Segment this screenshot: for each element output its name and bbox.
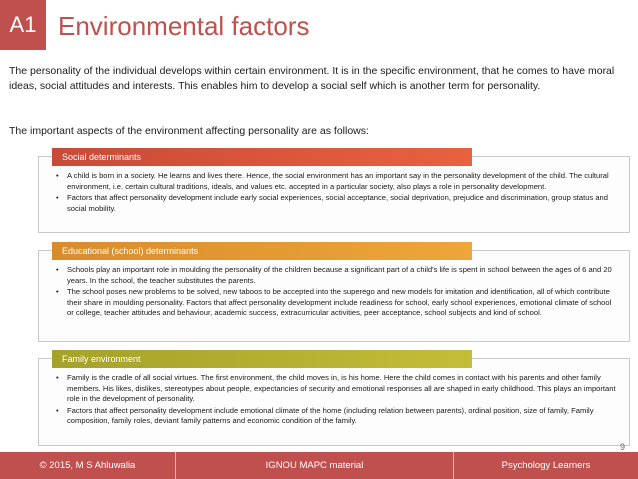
footer-bar [0, 452, 638, 479]
intro-lead-in: The important aspects of the environment affecting personality are as follows: [9, 125, 369, 137]
family-environment-tab [52, 350, 472, 368]
section-label: Educational (school) determinants [62, 246, 199, 256]
family-environment-list [39, 359, 629, 427]
list-item: • A child is born in a society. He learns and lives there. Hence, the social environment has an important say in the personality development of the child. The cultural environment, i.e. certain cultural traditions, ideals, and values etc. accepted in a particular society, also plays a role in personality development. [67, 171, 619, 192]
slide-title: Environmental factors [58, 11, 310, 41]
list-item: • Factors that affect personality development include emotional climate of the home (including relation between parents), ordinal position, size of family, Family composition, family roles, deviant family patterns and economic condition of the family. [67, 406, 619, 427]
footer-brand: Psychology Learners [501, 460, 591, 471]
list-item: • Schools play an important role in moulding the personality of the children because a significant part of a child's life is spent in school between the ages of 6 and 20 years. In the school, the teacher substitutes the parents. [67, 265, 619, 286]
family-environment-box [38, 358, 630, 446]
list-item: • Factors that affect personality development include early social experiences, social acceptance, social deprivation, prejudice and discrimination, group status and social mobility. [67, 193, 619, 214]
section-label: Social determinants [62, 152, 142, 162]
slide-code: A1 [0, 0, 46, 50]
social-determinants-box [38, 156, 630, 233]
footer-source: IGNOU MAPC material [176, 452, 454, 479]
slide-header [0, 0, 638, 50]
educational-determinants-box [38, 250, 630, 342]
page-number: 9 [620, 442, 626, 452]
educational-determinants-list [39, 251, 629, 319]
list-item: • Family is the cradle of all social virtues. The first environment, the child moves in, is his home. Here the child comes in contact with his parents and other family members. His likes, dislikes, stereotypes about people, expectancies of security and emotional responses all are shaped in early childhood. This plays an important role in the development of personality. [67, 373, 619, 405]
footer-copyright: © 2015, M S Ahluwalia [0, 452, 176, 479]
list-item: • The school poses new problems to be solved, new taboos to be accepted into the superego and new models for imitation and identification, all of which contribute their share in moulding personality. Factors that affect personality development include readiness for school, early school experiences, emotional climate of school or college, teacher attitudes and behaviour, academic success, extracurricular activities, peer acceptance, school subjects and kind of school. [67, 287, 619, 319]
social-determinants-tab [52, 148, 472, 166]
intro-paragraph: The personality of the individual develops within certain environment. It is in the specific environment, that he comes to have moral ideas, social attitudes and interests. This enables him to develop a social self which is another term for personality. [9, 65, 615, 92]
educational-determinants-tab [52, 242, 472, 260]
section-label: Family environment [62, 354, 141, 364]
